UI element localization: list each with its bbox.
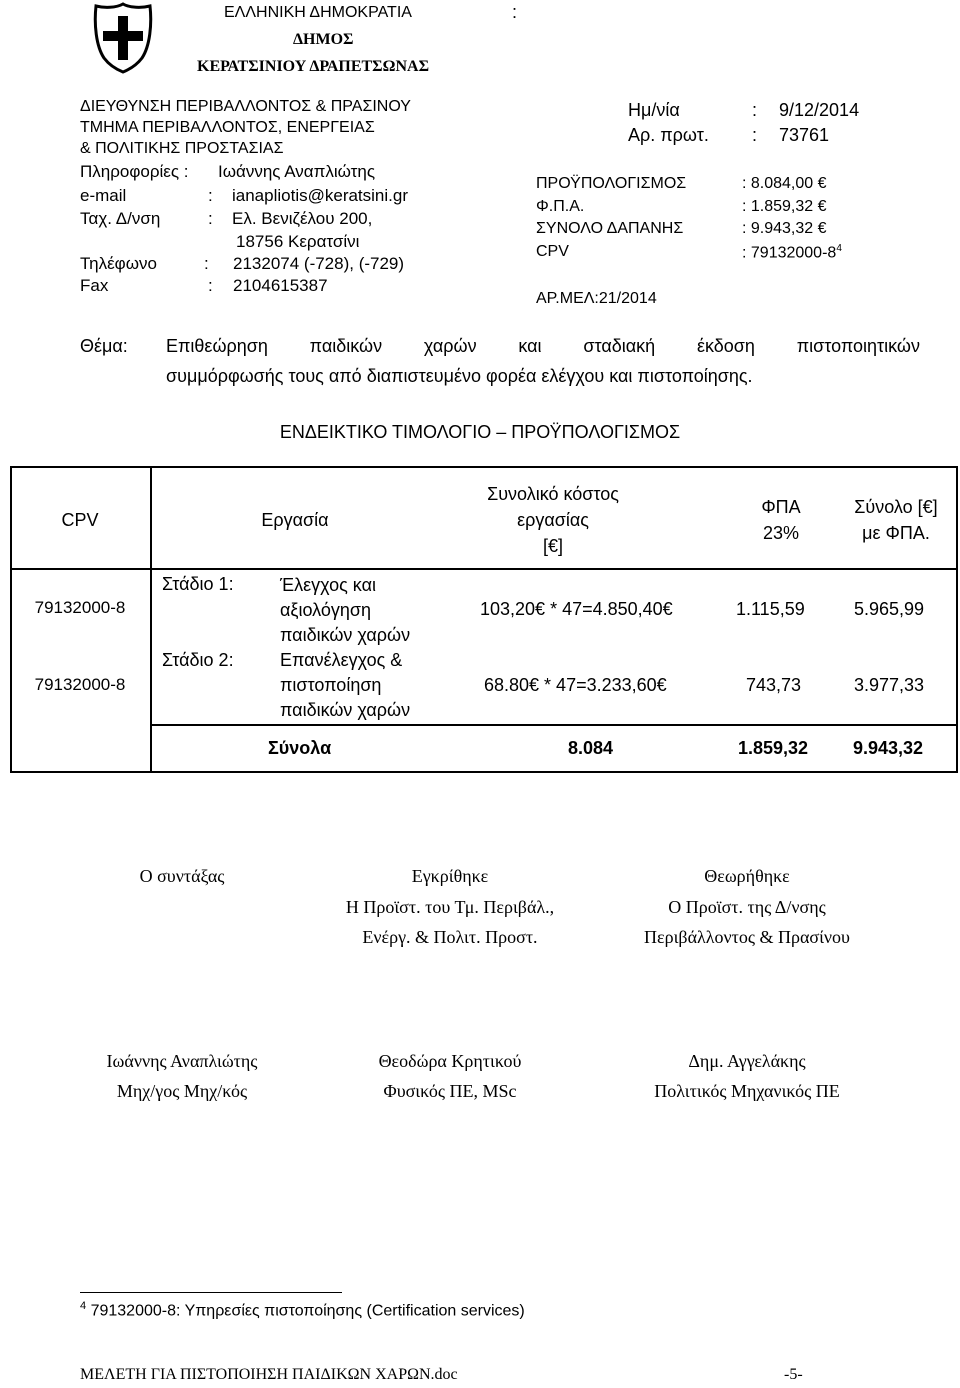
footnote-text: 79132000-8: Υπηρεσίες πιστοποίησης (Certification services) (90, 1302, 525, 1320)
budget-label: ΠΡΟΫΠΟΛΟΓΙΣΜΟΣ (536, 175, 687, 192)
date-label: Ημ/νία (628, 100, 680, 120)
subject-line-2: συμμόρφωσής τους από διαπιστευμένο φορέα ελέγχου και πιστοποίησης. (166, 366, 753, 386)
row-2-work-line-3: παιδικών χαρών (280, 700, 411, 720)
header-cost-line-2: εργασίας (517, 510, 589, 530)
row-1-work-line-3: παιδικών χαρών (280, 625, 411, 645)
row-2-vat: 743,73 (746, 675, 802, 695)
signature-col1-role: Μηχ/γος Μηχ/κός (116, 1081, 248, 1101)
colon-mark: : (512, 2, 518, 22)
footer-page-number: -5- (784, 1366, 803, 1383)
header-cost-line-3: [€] (542, 536, 563, 556)
cpv-value (742, 243, 842, 262)
phone-sep: : (204, 254, 209, 273)
row-1-stage: Στάδιο 1: (162, 574, 234, 594)
phone-label: Τηλέφωνο (80, 254, 157, 273)
fax-label: Fax (80, 276, 109, 295)
totals-label: Σύνολα (268, 738, 332, 758)
totals-total: 9.943,32 (853, 738, 924, 758)
subject-label: Θέμα: (80, 336, 128, 356)
signature-col1-title: Ο συντάξας (139, 866, 225, 886)
table-title: ΕΝΔΕΙΚΤΙΚΟ ΤΙΜΟΛΟΓΙΟ – ΠΡΟΫΠΟΛΟΓΙΣΜΟΣ (279, 422, 681, 442)
header-total-line-2: με ΦΠΑ. (862, 523, 930, 543)
footnote (80, 1300, 525, 1320)
protocol-label: Αρ. πρωτ. (628, 125, 709, 145)
fax-sep: : (208, 276, 213, 295)
totals-cost: 8.084 (568, 738, 614, 758)
signature-col2-name: Θεοδώρα Κρητικού (378, 1051, 522, 1071)
row-1-work-line-2: αξιολόγηση (280, 600, 372, 620)
row-2-work-line-2: πιστοποίηση (280, 675, 382, 695)
footnote-number: 4 (80, 1300, 87, 1312)
vat-label: Φ.Π.Α. (536, 198, 585, 215)
row-1-cost: 103,20€ * 47=4.850,40€ (480, 599, 673, 619)
date-sep: : (752, 100, 758, 120)
row-2-total: 3.977,33 (854, 675, 925, 695)
fax-value: 2104615387 (233, 276, 328, 295)
signature-col3-role: Πολιτικός Μηχανικός ΠΕ (654, 1081, 840, 1101)
price-table (10, 466, 958, 773)
cpv-label: CPV (536, 243, 569, 260)
email-sep: : (208, 186, 213, 205)
row-2-stage: Στάδιο 2: (162, 650, 234, 670)
header-cpv: CPV (61, 510, 99, 530)
email-value[interactable]: ianapliotis@keratsini.gr (232, 186, 409, 205)
signature-col3-line-3: Περιβάλλοντος & Πρασίνου (644, 927, 850, 947)
address-value-2: 18756 Κερατσίνι (236, 232, 360, 251)
cpv-code: : 79132000-8 (742, 244, 837, 262)
signature-col3-name: Δημ. Αγγελάκης (688, 1051, 806, 1071)
footnote-ref[interactable]: 4 (836, 243, 842, 254)
row-1-cpv: 79132000-8 (34, 598, 126, 617)
signature-col1-name: Ιωάννης Αναπλιώτης (106, 1051, 258, 1071)
info-value: Ιωάννης Αναπλιώτης (218, 162, 376, 181)
row-1-vat: 1.115,59 (736, 599, 805, 619)
total-expense-label: ΣΥΝΟΛΟ ΔΑΠΑΝΗΣ (536, 220, 684, 237)
header-work: Εργασία (261, 510, 329, 530)
signature-col3-title: Θεωρήθηκε (704, 866, 790, 886)
address-sep: : (208, 209, 213, 228)
study-number: ΑΡ.ΜΕΛ:21/2014 (536, 290, 657, 307)
protocol-value: 73761 (779, 125, 830, 145)
signature-col2-line-2: Η Προϊστ. του Τμ. Περιβάλ., (345, 897, 555, 917)
signature-col2-role: Φυσικός ΠΕ, MSc (383, 1081, 517, 1101)
address-value: Ελ. Βενιζέλου 200, (232, 209, 373, 228)
header-vat-line-2: 23% (762, 523, 800, 543)
protocol-sep: : (752, 125, 758, 145)
municipality-name: ΚΕΡΑΤΣΙΝΙΟΥ ΔΡΑΠΕΤΣΩΝΑΣ (197, 58, 430, 75)
phone-value: 2132074 (-728), (-729) (233, 254, 405, 273)
email-label: e-mail (80, 186, 127, 205)
address-label: Ταχ. Δ/νση (80, 209, 161, 228)
municipality-heading: ΔΗΜΟΣ (293, 31, 354, 48)
department-line-3: & ΠΟΛΙΤΙΚΗΣ ΠΡΟΣΤΑΣΙΑΣ (80, 140, 284, 157)
signature-col2-line-3: Ενέργ. & Πολιτ. Προστ. (362, 927, 538, 947)
department-line-2: ΤΜΗΜΑ ΠΕΡΙΒΑΛΛΟΝΤΟΣ, ΕΝΕΡΓΕΙΑΣ (80, 119, 375, 136)
info-label: Πληροφορίες : (80, 162, 189, 181)
header-cost-line-1: Συνολικό κόστος (487, 484, 619, 504)
row-2-cost: 68.80€ * 47=3.233,60€ (484, 675, 667, 695)
total-expense-value: : 9.943,32 € (742, 220, 827, 237)
header-total-line-1: Σύνολο [€] (854, 497, 938, 517)
row-2-cpv: 79132000-8 (34, 675, 126, 694)
subject-line-1: Επιθεώρηση παιδικών χαρών και σταδιακή έκδοση πιστοποιητικών (166, 336, 920, 356)
department-line-1: ΔΙΕΥΘΥΝΣΗ ΠΕΡΙΒΑΛΛΟΝΤΟΣ & ΠΡΑΣΙΝΟΥ (80, 98, 411, 115)
row-1-work-line-1: Έλεγχος και (280, 575, 376, 595)
republic-heading: ΕΛΛΗΝΙΚΗ ΔΗΜΟΚΡΑΤΙΑ (224, 4, 412, 21)
greek-cross-emblem-icon (90, 2, 156, 74)
vat-value: : 1.859,32 € (742, 198, 827, 215)
footnote-divider (80, 1292, 342, 1293)
signature-col2-title: Εγκρίθηκε (411, 866, 489, 886)
row-2-work-line-1: Επανέλεγχος & (280, 650, 403, 670)
totals-vat: 1.859,32 (738, 738, 809, 758)
signature-col3-line-2: Ο Προϊστ. της Δ/νσης (668, 897, 826, 917)
date-value: 9/12/2014 (779, 100, 860, 120)
footer-filename: ΜΕΛΕΤΗ ΓΙΑ ΠΙΣΤΟΠΟΙΗΣΗ ΠΑΙΔΙΚΩΝ ΧΑΡΩΝ.doc (80, 1366, 458, 1383)
budget-value: : 8.084,00 € (742, 175, 827, 192)
header-vat-line-1: ΦΠΑ (761, 497, 801, 517)
row-1-total: 5.965,99 (854, 599, 925, 619)
